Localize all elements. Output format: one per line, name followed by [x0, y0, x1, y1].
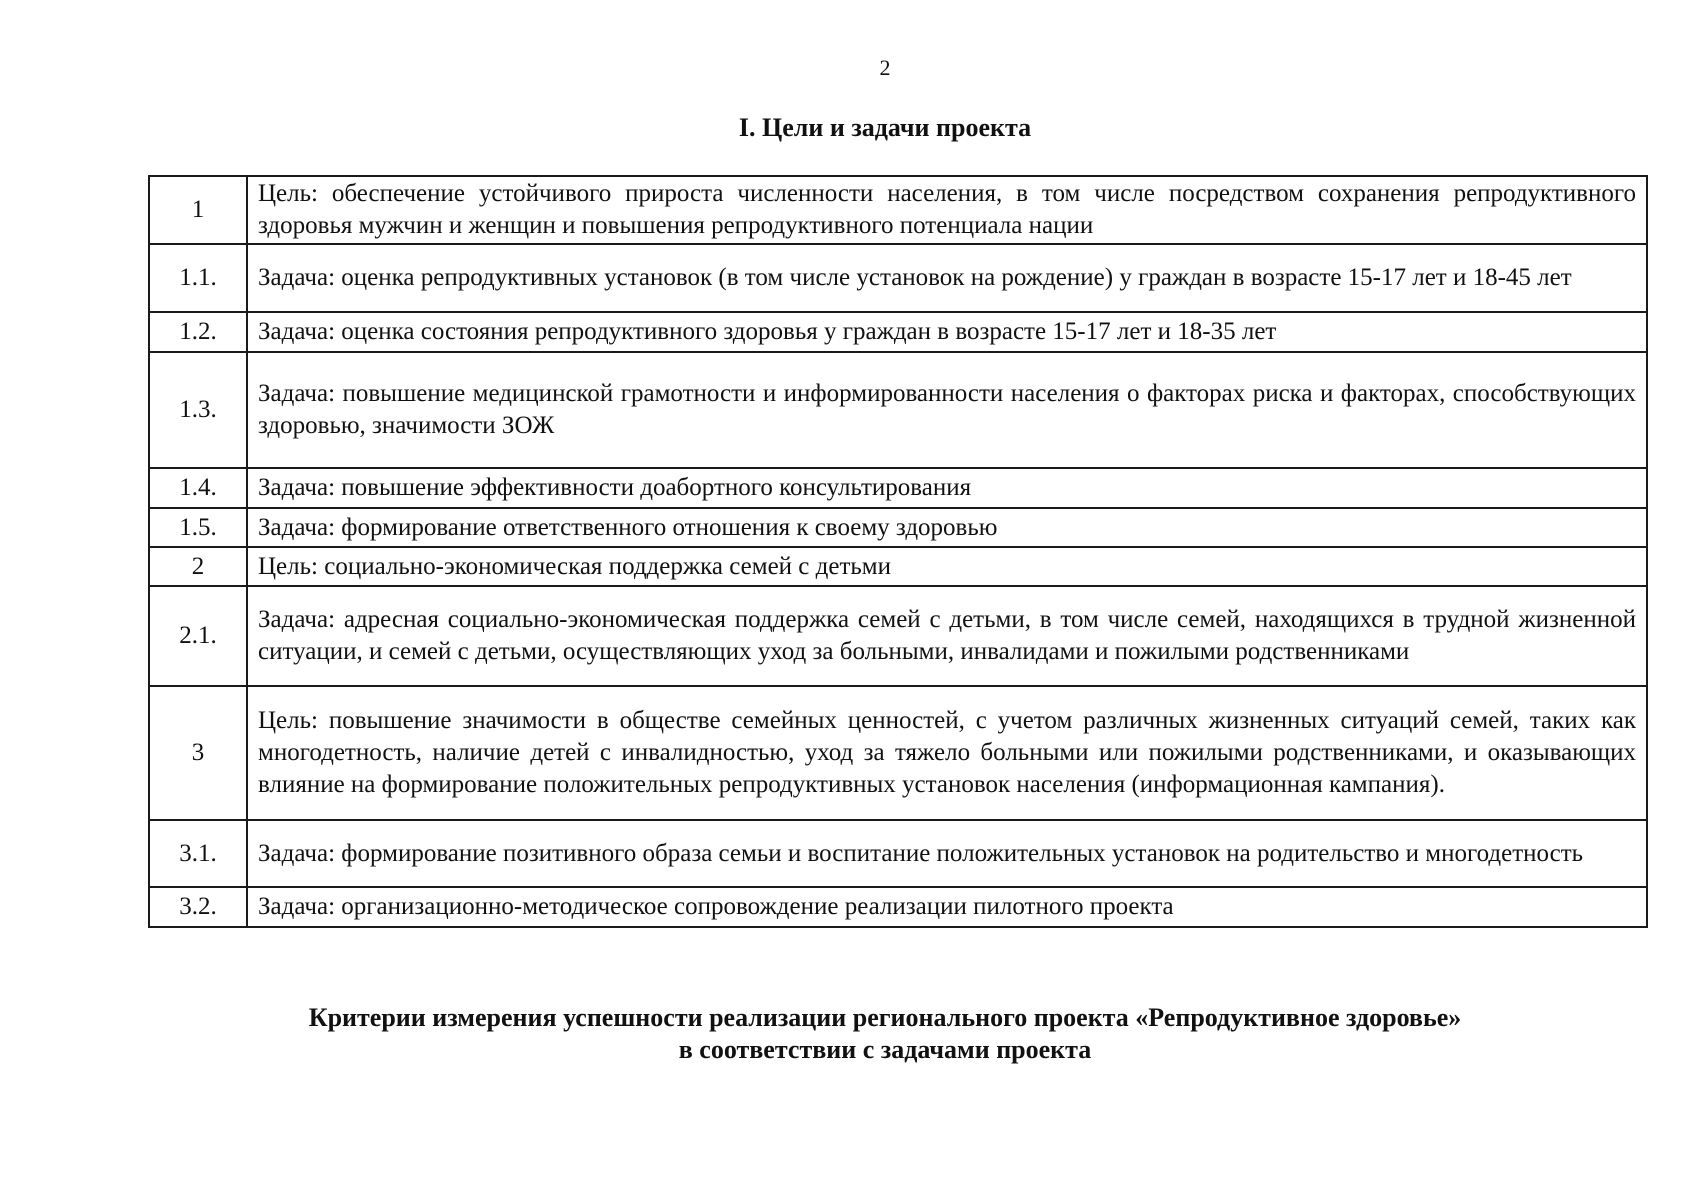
- row-text: Задача: повышение эффективности доабортного консультирования: [247, 468, 1647, 508]
- table-row: [149, 547, 1647, 586]
- row-text: Задача: адресная социально-экономическая поддержка семей с детьми, в том числе семей, находящихся в трудной жизненной ситуации, и семей с детьми, осуществляющих уход за больными, инвалидами и пожилыми родственниками: [247, 586, 1647, 686]
- row-number: 3.2.: [149, 887, 247, 927]
- section-title: I. Цели и задачи проекта: [738, 113, 1032, 142]
- table-row: [149, 586, 1647, 686]
- row-text: Задача: формирование ответственного отношения к своему здоровью: [247, 508, 1647, 547]
- table-row: [149, 686, 1647, 820]
- row-text: Задача: формирование позитивного образа семьи и воспитание положительных установок на родительство и многодетность: [247, 820, 1647, 887]
- row-text: Задача: повышение медицинской грамотности и информированности населения о факторах риска и факторах, способствующих здоровью, значимости ЗОЖ: [247, 352, 1647, 468]
- table-row: [149, 508, 1647, 547]
- row-number: 2.1.: [149, 586, 247, 686]
- table-row: [149, 887, 1647, 927]
- table-row: [149, 244, 1647, 312]
- table-row: [149, 176, 1647, 244]
- criteria-heading: [0, 1002, 1698, 1066]
- row-text: Задача: оценка репродуктивных установок (в том числе установок на рождение) у граждан в возрасте 15-17 лет и 18-45 лет: [247, 244, 1647, 312]
- row-number: 3: [149, 686, 247, 820]
- row-number: 1.3.: [149, 352, 247, 468]
- table-row: [149, 820, 1647, 887]
- row-text: Задача: организационно-методическое сопровождение реализации пилотного проекта: [247, 887, 1647, 927]
- row-number: 1.2.: [149, 312, 247, 352]
- row-text: Цель: социально-экономическая поддержка семей с детьми: [247, 547, 1647, 586]
- criteria-heading-line-1: Критерии измерения успешности реализации регионального проекта «Репродуктивное здоровье»: [308, 1003, 1462, 1032]
- row-number: 1.4.: [149, 468, 247, 508]
- goals-tasks-table: [148, 175, 1648, 928]
- page-number: 2: [879, 55, 891, 80]
- table-row: [149, 468, 1647, 508]
- row-number: 1: [149, 176, 247, 244]
- table-row: [149, 312, 1647, 352]
- table-row: [149, 352, 1647, 468]
- row-text: Цель: повышение значимости в обществе семейных ценностей, с учетом различных жизненных ситуаций семей, таких как многодетность, наличие детей с инвалидностью, уход за тяжело больными или пожилыми родственниками, и оказывающих влияние на формирование положительных репродуктивных установок населения (информационная кампания).: [247, 686, 1647, 820]
- row-number: 1.5.: [149, 508, 247, 547]
- criteria-heading-line-2: в соответствии с задачами проекта: [678, 1035, 1092, 1064]
- row-text: Цель: обеспечение устойчивого прироста численности населения, в том числе посредством сохранения репродуктивного здоровья мужчин и женщин и повышения репродуктивного потенциала нации: [247, 176, 1647, 244]
- row-number: 1.1.: [149, 244, 247, 312]
- row-text: Задача: оценка состояния репродуктивного здоровья у граждан в возрасте 15-17 лет и 18-35 лет: [247, 312, 1647, 352]
- row-number: 3.1.: [149, 820, 247, 887]
- row-number: 2: [149, 547, 247, 586]
